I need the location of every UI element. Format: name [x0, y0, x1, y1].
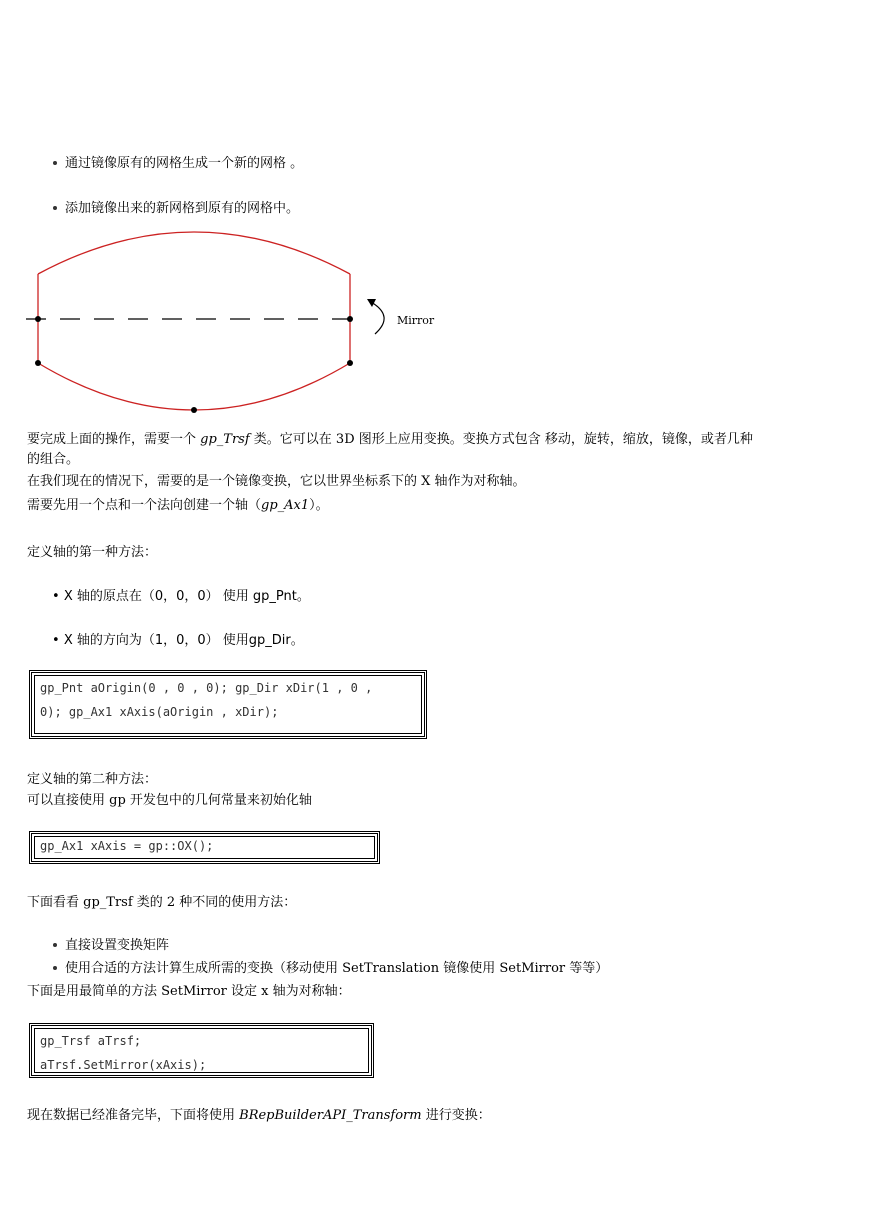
point [35, 316, 41, 322]
bullet-item: • X 轴的方向为（1，0，0） 使用gp_Dir。 [52, 633, 304, 648]
point [191, 407, 197, 413]
paragraph-line: 可以直接使用 gp 开发包中的几何常量来初始化轴 [27, 793, 312, 808]
code-line: gp_Trsf aTrsf; [40, 1034, 142, 1048]
bullet-item: 使用合适的方法计算生成所需的变换（移动使用 SetTranslation 镜像使用 SetMirror 等等） [65, 961, 609, 976]
section-heading: 定义轴的第二种方法： [27, 772, 158, 787]
bullet-dot [53, 943, 57, 947]
paragraph-line: 下面是用最简单的方法 SetMirror 设定 x 轴为对称轴： [27, 984, 351, 999]
mirror-label: Mirror [397, 314, 435, 327]
bullet-dot [53, 966, 57, 970]
profile-top-arc [38, 232, 350, 274]
point [35, 360, 41, 366]
code-block [29, 831, 380, 864]
bullet-item: 添加镜像出来的新网格到原有的网格中。 [65, 201, 300, 216]
point [347, 316, 353, 322]
paragraph-line: 在我们现在的情况下，需要的是一个镜像变换，它以世界坐标系下的 X 轴作为对称轴。 [27, 474, 526, 489]
mirror-diagram [0, 220, 869, 420]
paragraph-line: 的组合。 [27, 452, 80, 467]
code-line: gp_Ax1 xAxis = gp::OX(); [40, 839, 214, 853]
code-line: 0); gp_Ax1 xAxis(aOrigin , xDir); [40, 705, 279, 719]
point [347, 360, 353, 366]
code-block [29, 1023, 374, 1078]
bullet-dot [53, 206, 57, 210]
bullet-dot [53, 161, 57, 165]
paragraph-line: 下面看看 gp_Trsf 类的 2 种不同的使用方法： [27, 895, 297, 910]
bullet-item: 直接设置变换矩阵 [65, 938, 170, 953]
code-block [29, 670, 427, 739]
paragraph-line: 要完成上面的操作，需要一个 gp_Trsf 类。它可以在 3D 图形上应用变换。变换方式包含 移动，旋转，缩放，镜像，或者几种 [27, 432, 753, 447]
profile-bottom-arc [38, 363, 350, 410]
paragraph-line: 现在数据已经准备完毕，下面将使用 BRepBuilderAPI_Transform 进行变换： [27, 1108, 491, 1123]
paragraph-line: 需要先用一个点和一个法向创建一个轴（gp_Ax1）。 [27, 498, 329, 513]
bullet-item: 通过镜像原有的网格生成一个新的网格 。 [65, 156, 304, 171]
rotate-arrow-icon [371, 302, 384, 334]
code-line: aTrsf.SetMirror(xAxis); [40, 1058, 207, 1072]
section-heading: 定义轴的第一种方法： [27, 545, 158, 560]
bullet-item: • X 轴的原点在（0，0，0） 使用 gp_Pnt。 [52, 589, 310, 604]
code-line: gp_Pnt aOrigin(0 , 0 , 0); gp_Dir xDir(1 , 0 , [40, 681, 373, 695]
